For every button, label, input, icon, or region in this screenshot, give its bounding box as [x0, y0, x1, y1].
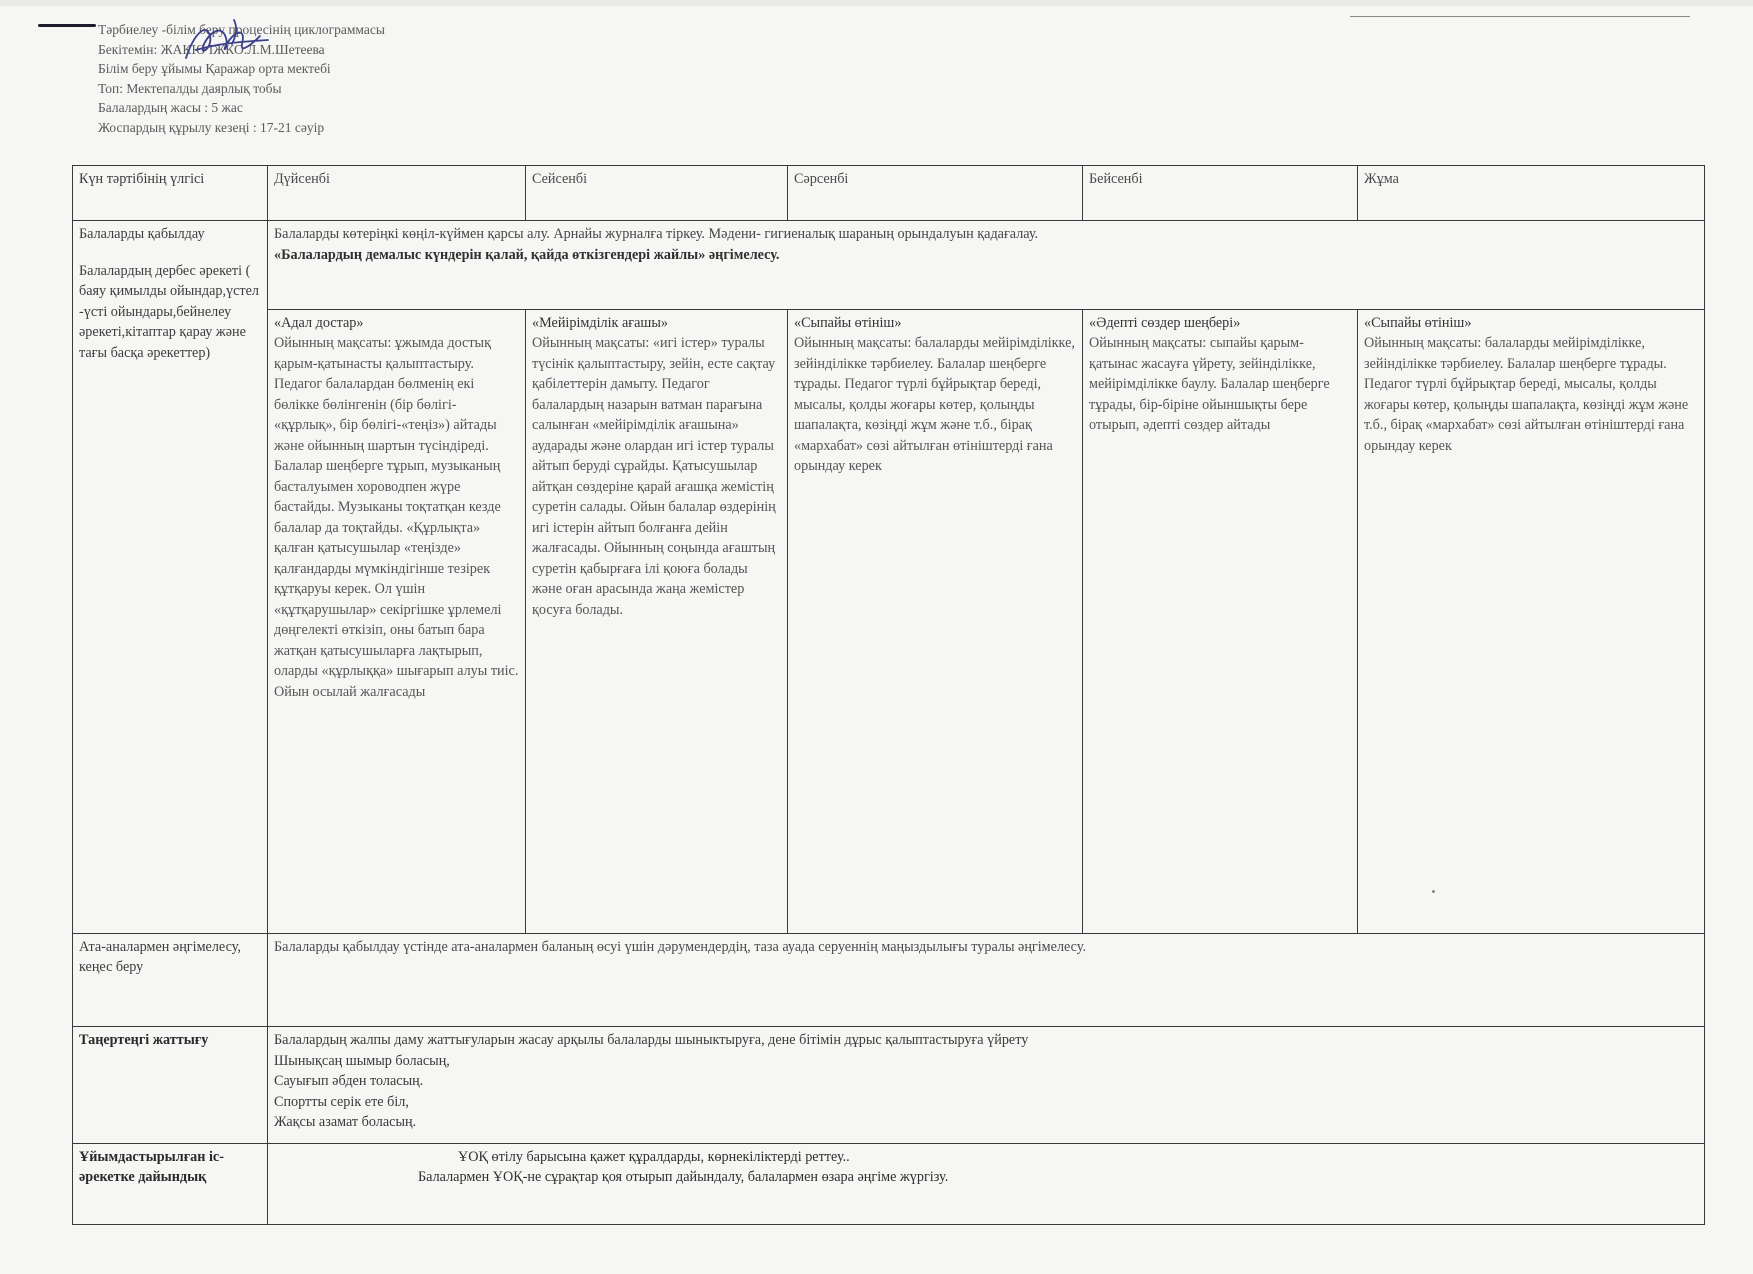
reception-label: Балаларды қабылдау: [79, 226, 205, 243]
header-age: Балалардың жасы : 5 жас: [98, 100, 243, 116]
game-title: «Сыпайы өтініш»: [1364, 314, 1472, 331]
header-title: Тәрбиелеу -білім беру процесінің циклограммасы: [98, 22, 385, 37]
game-title: «Адал достар»: [274, 314, 364, 331]
exercise-goal: Балалардың жалпы даму жаттығуларын жасау арқылы балаларды шыныктыруға, дене бітімін дұрыс қалыптастыруға үйрету: [274, 1032, 1029, 1049]
parents-row: [73, 933, 1705, 1027]
day-monday: Дүйсенбі: [268, 166, 526, 221]
exercise-verse-1: Шынықсаң шымыр боласың,: [274, 1052, 450, 1069]
day-tuesday: Сейсенбі: [526, 166, 788, 221]
header-approved: Бекітемін: ЖАКЮ ІЖКО.Л.М.Шетеева: [98, 41, 325, 57]
signature-image: [176, 14, 286, 70]
scan-speck: [1432, 890, 1435, 893]
game-description: Ойынның мақсаты: ұжымда достық қарым-қатынасты қалыптастыру. Педагог балалардан бөлменің екі бөлікке бөлінгенін (бір бөлігі- «құрлық», бір бөлігі-«теңіз») айтады және ойынның шартын түсіндіреді. Балалар шеңберге тұрып, музыканың басталуымен хороводпен жүре бастайды. Музыканы тоқтатқан кезде балалар да тоқтайды. «Құрлықта» қалған қатысушылар «теңізде» қалғандарды мүмкіндігінше тезірек құтқаруы керек. Ол үшін «құтқарушылар» секіргішке ұрлемелі дөңгелекті өткізіп, оны батып бара жатқан қатысушыларға лақтырып, оларды «құрлыққа» шығарып алуы тиіс. Ойын осылай жалғасады: [274, 335, 519, 700]
header-organization: Білім беру ұйымы Қаражар орта мектебі: [98, 61, 331, 77]
parents-text: Балаларды қабылдау үстінде ата-аналармен баланың өсуі үшін дәрумендердің, таза ауада серуеннің маңыздылығы туралы әңгімелесу.: [268, 933, 1705, 1027]
prep-text-cell: [268, 1143, 1705, 1224]
exercise-row: [73, 1027, 1705, 1144]
game-description: Ойынның мақсаты: сыпайы қарым-қатынас жасауға үйрету, зейінділікке, мейірімділікке баулу. Балалар шеңберге тұрады, бір-біріне ойыншықты бере отырып, әдепті сөздер айтады: [1089, 335, 1330, 434]
game-description: Ойынның мақсаты: балаларды мейірімділікке, зейінділікке тәрбиелеу. Балалар шеңберге тұрады. Педагог түрлі бұйрықтар береді, мысалы, қолды жоғары көтер, қолыңды шапалақта, көзіңді жұм және т.б., бірақ «мархабат» сөзі айтылған өтініштерді ғана орындау керек: [794, 335, 1075, 475]
reception-label-cell: [73, 221, 268, 934]
top-rule: [1350, 16, 1690, 17]
reception-text-2: «Балалардың демалыс күндерін қалай, қайда өткізгендері жайлы» әңгімелесу.: [274, 246, 780, 263]
game-monday: [268, 309, 526, 933]
game-friday: [1358, 309, 1705, 933]
game-title: «Әдепті сөздер шеңбері»: [1089, 314, 1241, 331]
reception-row: [73, 221, 1705, 309]
games-row: [73, 309, 1705, 933]
game-thursday: [1083, 309, 1358, 933]
header-period: Жоспардың құрылу кезеңі : 17-21 сәуір: [98, 119, 325, 135]
game-description: Ойынның мақсаты: балаларды мейірімділікке, зейінділікке тәрбиелеу. Балалар шеңберге тұрады. Педагог түрлі бұйрықтар береді, мысалы, қолды жоғары көтер, қолыңды шапалақта, көзіңді жұм және т.б., бірақ «мархабат» сөзі айтылған өтініштерді ғана орындау керек: [1364, 335, 1689, 454]
exercise-text-cell: [268, 1027, 1705, 1144]
game-title: «Сыпайы өтініш»: [794, 314, 902, 331]
game-wednesday: [788, 309, 1083, 933]
scan-edge: [0, 0, 1753, 6]
table-header-row: [73, 166, 1705, 221]
header-group: Топ: Мектепалды даярлық тобы: [98, 80, 282, 96]
parents-label: Ата-аналармен әңгімелесу, кеңес беру: [73, 933, 268, 1027]
game-description: Ойынның мақсаты: «игі істер» туралы түсінік қалыптастыру, зейін, есте сақтау қабілеттерін дамыту. Педагог балалардың назарын ватман парағына салынған «мейірімділік ағашына» аударады және олардан игі істер туралы айтып беруді сұрайды. Қатысушылар айтқан сөздеріне қарай ағашқа жемістің суретін салады. Ойын балалар өздерінің игі істерін айтып болғанға дейін жалғасады. Ойынның соңында ағаштың суретін қабырғаға ілі қоюға болады және оған арасында жаңа жемістер қосуға болады.: [532, 335, 776, 618]
exercise-verse-4: Жақсы азамат боласың.: [274, 1114, 417, 1131]
game-title: «Мейірімділік ағашы»: [532, 314, 668, 331]
daily-plan-table: [72, 165, 1705, 1225]
day-wednesday: Сәрсенбі: [788, 166, 1083, 221]
game-tuesday: [526, 309, 788, 933]
corner-cell: Күн тәртібінің үлгісі: [73, 166, 268, 221]
day-friday: Жұма: [1358, 166, 1705, 221]
prep-text-1: ҰОҚ өтілу барысына қажет құралдарды, көрнекіліктерді реттеу..: [458, 1148, 850, 1165]
exercise-verse-2: Сауығып әбден толасың.: [274, 1073, 424, 1090]
independent-activity-label: Балалардың дербес әрекеті ( баяу қимылды ойындар,үстел -үсті ойындары,бейнелеу әрекеті,кітаптар қарау және тағы басқа әрекеттер): [79, 262, 259, 361]
reception-text-cell: [268, 221, 1705, 309]
day-thursday: Бейсенбі: [1083, 166, 1358, 221]
pen-mark: [38, 24, 96, 27]
prep-row: [73, 1143, 1705, 1224]
exercise-label: Таңертеңгі жаттығу: [73, 1027, 268, 1144]
exercise-verse-3: Спортты серік ете біл,: [274, 1093, 409, 1110]
prep-label: Ұйымдастырылған іс-әрекетке дайындық: [73, 1143, 268, 1224]
reception-text-1: Балаларды көтеріңкі көңіл-күймен қарсы алу. Арнайы журналға тіркеу. Мәдени- гигиеналық шараның орындалуын қадағалау.: [274, 226, 1039, 243]
prep-text-2: Балалармен ҰОҚ-не сұрақтар қоя отырып дайындалу, балалармен өзара әңгіме жүргізу.: [418, 1169, 949, 1186]
